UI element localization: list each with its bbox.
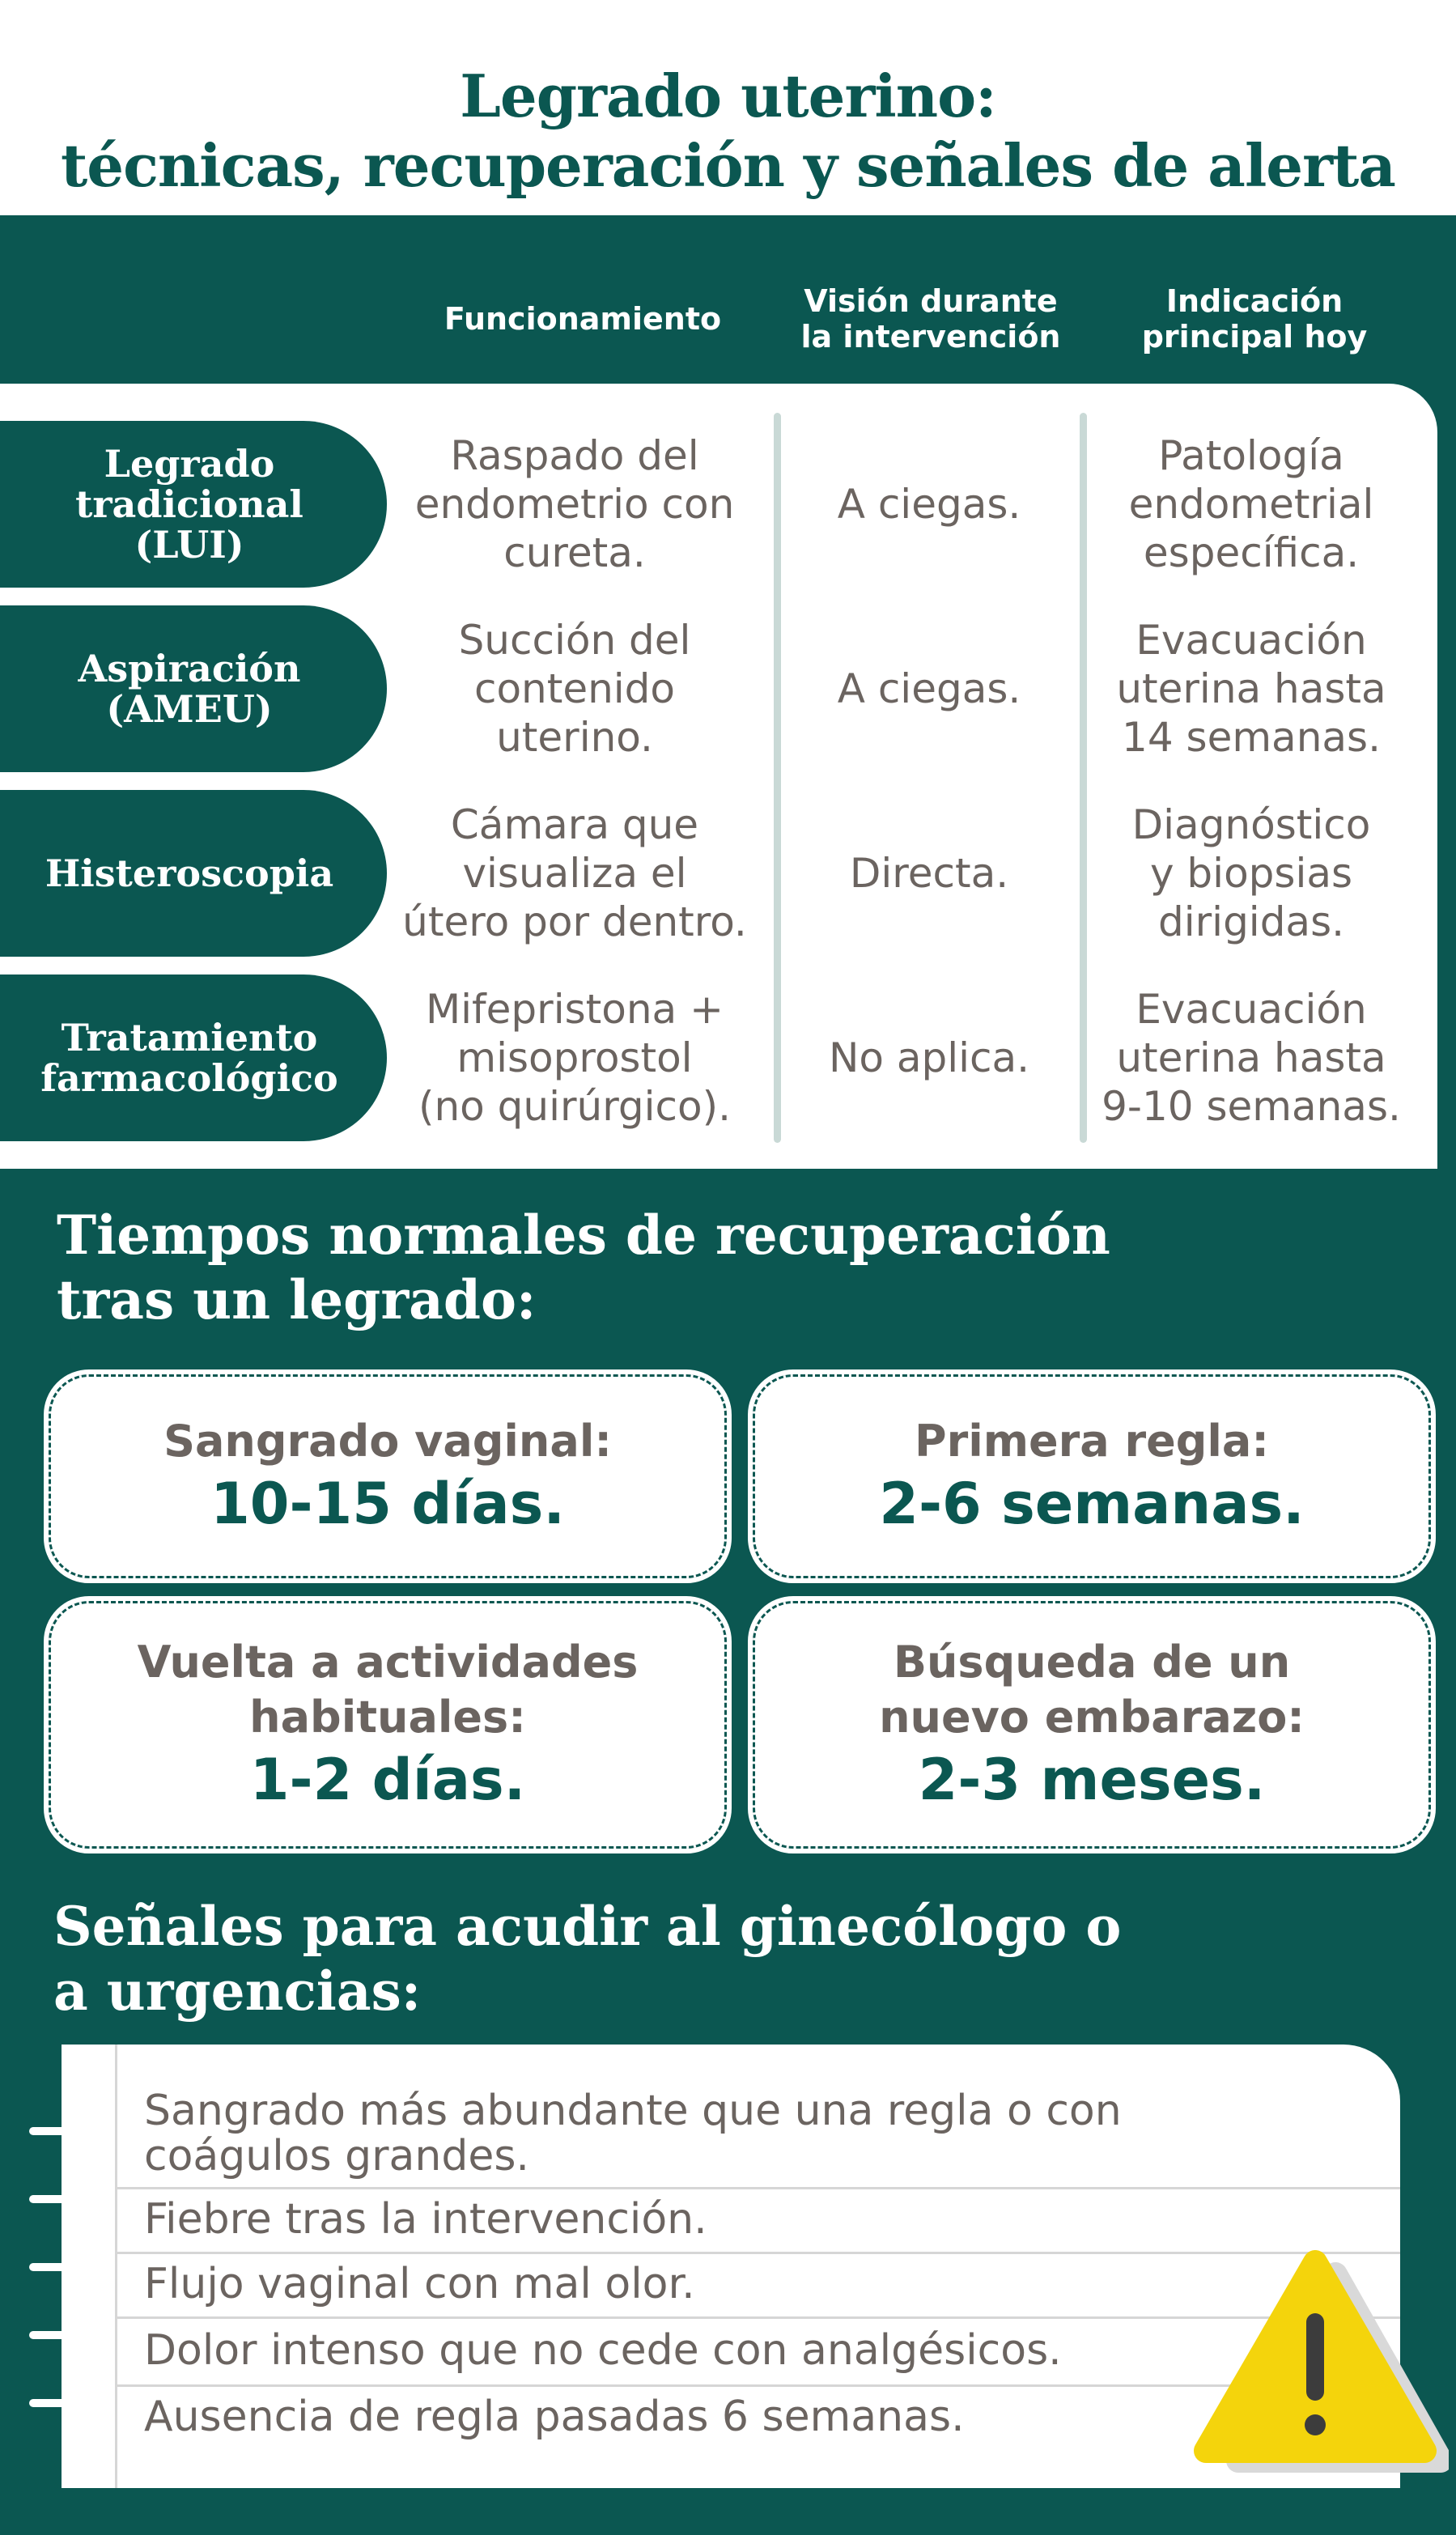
column-header-indicacion: Indicación principal hoy <box>1141 283 1368 355</box>
notebook-rule <box>117 2187 1400 2189</box>
recovery-card-embarazo: Búsqueda de un nuevo embarazo: 2-3 meses. <box>753 1601 1431 1849</box>
alert-item: Fiebre tras la intervención. <box>144 2195 707 2244</box>
cell-funcionamiento: Raspado del endometrio con cureta. <box>414 432 735 576</box>
cell-vision: A ciegas. <box>837 481 1021 528</box>
alert-item: Ausencia de regla pasadas 6 semanas. <box>144 2393 965 2441</box>
cell-vision: Directa. <box>849 850 1009 897</box>
page-header <box>0 0 1456 215</box>
column-divider <box>1080 413 1087 1143</box>
row-label-legrado-tradicional: Legrado tradicional (LUI) <box>0 421 387 588</box>
column-header-vision: Visión durante la intervención <box>800 283 1061 355</box>
cell-indicacion: Patología endometrial específica. <box>1128 432 1374 576</box>
warning-triangle-icon <box>1182 2242 1449 2485</box>
notebook-margin-line <box>115 2045 117 2488</box>
notebook-ring <box>29 2399 81 2407</box>
notebook-ring <box>29 2195 81 2203</box>
cell-funcionamiento: Succión del contenido uterino. <box>458 617 691 761</box>
notebook-ring <box>29 2263 81 2271</box>
column-divider <box>774 413 781 1143</box>
notebook-ring <box>29 2127 81 2135</box>
cell-indicacion: Evacuación uterina hasta 14 semanas. <box>1116 617 1386 761</box>
recovery-card-sangrado: Sangrado vaginal: 10-15 días. <box>49 1374 727 1578</box>
cell-vision: No aplica. <box>828 1034 1030 1081</box>
alert-item: Dolor intenso que no cede con analgésicos. <box>144 2326 1062 2375</box>
row-label-histeroscopia: Histeroscopia <box>0 790 387 957</box>
recovery-title: Tiempos normales de recuperación tras un legrado: <box>57 1204 1110 1331</box>
cell-indicacion: Diagnóstico y biopsias dirigidas. <box>1131 801 1371 945</box>
row-label-aspiracion: Aspiración (AMEU) <box>0 605 387 772</box>
recovery-card-actividades: Vuelta a actividades habituales: 1-2 días. <box>49 1601 727 1849</box>
notebook-ring <box>29 2331 81 2339</box>
recovery-card-primera-regla: Primera regla: 2-6 semanas. <box>753 1374 1431 1578</box>
cell-funcionamiento: Cámara que visualiza el útero por dentro. <box>402 801 747 945</box>
row-label-tratamiento-farmacologico: Tratamiento farmacológico <box>0 975 387 1141</box>
column-header-funcionamiento: Funcionamiento <box>444 301 722 337</box>
cell-vision: A ciegas. <box>837 665 1021 712</box>
alerts-title: Señales para acudir al ginecólogo o a urgencias: <box>53 1895 1122 2023</box>
cell-funcionamiento: Mifepristona + misoprostol (no quirúrgico). <box>418 986 732 1130</box>
alert-item: Flujo vaginal con mal olor. <box>144 2260 695 2308</box>
cell-indicacion: Evacuación uterina hasta 9-10 semanas. <box>1102 986 1401 1130</box>
alert-item: Sangrado más abundante que una regla o con coágulos grandes. <box>144 2087 1122 2180</box>
page-title: Legrado uterino: técnicas, recuperación y señales de alerta <box>61 62 1395 200</box>
